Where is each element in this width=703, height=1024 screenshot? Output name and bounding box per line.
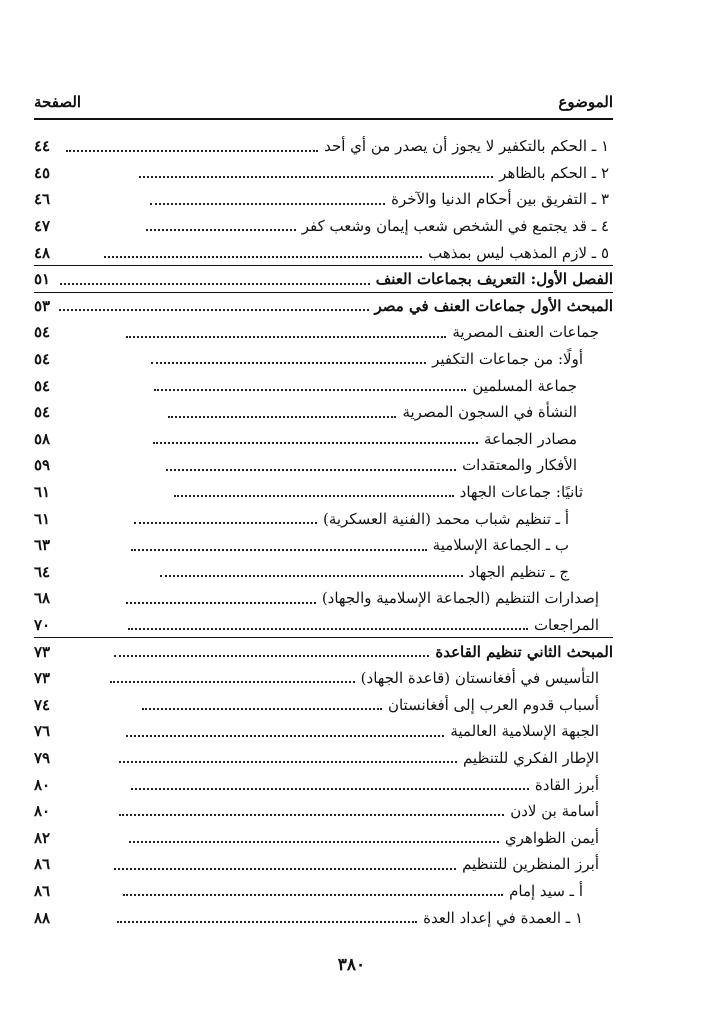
toc-entry-title: ج ـ تنظيم الجهاد (468, 562, 569, 581)
dot-leader (114, 868, 456, 870)
dot-leader (131, 788, 529, 790)
toc-entry-page: ٥٤ (34, 350, 51, 369)
toc-entry (34, 239, 613, 266)
toc-entry-title: جماعات العنف المصرية (452, 323, 599, 342)
toc-entry-page: ٨٦ (34, 881, 51, 900)
toc-entry-page: ٨٠ (34, 802, 51, 821)
toc-section-entry (34, 266, 613, 293)
toc-entry (34, 399, 613, 426)
toc-entry-page: ٥٣ (34, 296, 51, 315)
dot-leader (123, 894, 503, 896)
toc-entry-title: أولًا: من جماعات التكفير (432, 350, 583, 369)
toc-entry-page: ٥٤ (34, 403, 51, 422)
dot-leader (160, 575, 463, 577)
toc-entry-title: الأفكار والمعتقدات (462, 456, 577, 475)
dot-leader (153, 442, 478, 444)
dot-leader (150, 203, 385, 205)
dot-leader (151, 362, 426, 364)
toc-entry-title: إصدارات التنظيم (الجماعة الإسلامية والجهاد) (321, 589, 599, 608)
toc-entry-title: ثانيًا: جماعات الجهاد (459, 483, 583, 502)
dot-leader (126, 602, 316, 604)
toc-entry-title: المراجعات (533, 615, 599, 634)
dot-leader (60, 283, 370, 285)
toc-entry-title: المبحث الثاني تنظيم القاعدة (435, 642, 613, 661)
dot-leader (126, 336, 446, 338)
toc-entry-title: أبرز المنظرين للتنظيم (462, 855, 599, 874)
toc-entry-title: ١ ـ العمدة في إعداد العدة (423, 908, 583, 927)
dot-leader (142, 708, 382, 710)
toc-entry-page: ٧٣ (34, 642, 51, 661)
toc-entry-page: ٧٠ (34, 615, 51, 634)
toc-entry (34, 585, 613, 612)
toc-entry-title: جماعة المسلمين (472, 376, 577, 395)
toc-entry (34, 718, 613, 745)
toc-entry-page: ٦٨ (34, 589, 51, 608)
toc-entry-title: أ ـ سيد إمام (509, 881, 583, 900)
toc-entry-page: ٦١ (34, 509, 51, 528)
toc-entry (34, 452, 613, 479)
dot-leader (66, 150, 318, 152)
toc-entry (34, 479, 613, 506)
toc-entry (34, 160, 613, 187)
toc-entry-page: ٤٤ (34, 137, 51, 156)
toc-entry (34, 878, 613, 905)
toc-entry-page: ٥٩ (34, 456, 51, 475)
toc-entry (34, 213, 613, 240)
toc-entry-page: ٥٤ (34, 323, 51, 342)
toc-entry (34, 745, 613, 772)
dot-leader (166, 469, 456, 471)
page-number: ٣٨٠ (337, 955, 366, 975)
toc-entry-title: أيمن الظواهري (504, 828, 599, 847)
header-divider (34, 118, 613, 120)
toc-entry (34, 612, 613, 639)
toc-entry-page: ٥٤ (34, 376, 51, 395)
dot-leader (117, 921, 417, 923)
toc-entry (34, 798, 613, 825)
dot-leader (114, 655, 429, 657)
toc-entry (34, 851, 613, 878)
dot-leader (129, 841, 499, 843)
toc-entry (34, 346, 613, 373)
toc-entry-page: ٨٠ (34, 775, 51, 794)
toc-entry-page: ٧٣ (34, 669, 51, 688)
toc-entry (34, 186, 613, 213)
toc-entry-title: أسامة بن لادن (510, 802, 599, 821)
toc-entry-page: ٤٥ (34, 163, 51, 182)
toc-entry-page: ٤٨ (34, 243, 51, 262)
toc-entry-title: ١ ـ الحكم بالتكفير لا يجوز أن يصدر من أي أحد (324, 137, 609, 156)
toc-entry (34, 904, 613, 931)
dot-leader (174, 495, 454, 497)
toc-entry-title: أبرز القادة (534, 775, 599, 794)
toc-entry-page: ٤٦ (34, 190, 51, 209)
toc-entry (34, 559, 613, 586)
dot-leader (104, 256, 422, 258)
topic-column-label: الموضوع (558, 93, 613, 111)
dot-leader (126, 735, 444, 737)
page-column-label: الصفحة (34, 93, 82, 111)
toc-section-entry (34, 638, 613, 665)
toc-entry (34, 771, 613, 798)
toc-entry-page: ٥٨ (34, 429, 51, 448)
toc-section-entry (34, 293, 613, 320)
toc-entry-title: الفصل الأول: التعريف بجماعات العنف (375, 270, 613, 289)
dot-leader (134, 522, 317, 524)
toc-entry-page: ٧٤ (34, 695, 51, 714)
dot-leader (128, 628, 528, 630)
toc-header (34, 90, 613, 114)
dot-leader (119, 814, 504, 816)
toc-entry-title: التأسيس في أفغانستان (قاعدة الجهاد) (360, 669, 599, 688)
toc-entry-title: ب ـ الجماعة الإسلامية (432, 536, 569, 555)
toc-entry-page: ٥١ (34, 270, 51, 289)
toc-entry-page: ٦١ (34, 483, 51, 502)
toc-entry (34, 665, 613, 692)
toc-entry-page: ٦٣ (34, 536, 51, 555)
toc-list (34, 133, 613, 931)
toc-entry (34, 824, 613, 851)
dot-leader (146, 229, 296, 231)
toc-entry-page: ٧٦ (34, 722, 51, 741)
toc-entry (34, 426, 613, 453)
toc-entry-title: ٥ ـ لازم المذهب ليس بمذهب (428, 243, 609, 262)
toc-entry-title: ٤ ـ قد يجتمع في الشخص شعب إيمان وشعب كفر (301, 217, 609, 236)
toc-entry (34, 319, 613, 346)
toc-entry-title: النشأة في السجون المصرية (402, 403, 577, 422)
toc-entry-page: ٨٦ (34, 855, 51, 874)
dot-leader (131, 549, 427, 551)
toc-entry (34, 133, 613, 160)
toc-entry-page: ٤٧ (34, 217, 51, 236)
toc-entry-title: الجبهة الإسلامية العالمية (450, 722, 599, 741)
toc-entry-page: ٦٤ (34, 562, 51, 581)
toc-entry-page: ٧٩ (34, 748, 51, 767)
toc-entry (34, 532, 613, 559)
dot-leader (119, 761, 457, 763)
toc-entry-title: المبحث الأول جماعات العنف في مصر (374, 296, 613, 315)
toc-entry-title: مصادر الجماعة (484, 429, 577, 448)
dot-leader (168, 416, 396, 418)
dot-leader (59, 309, 369, 311)
toc-entry-title: ٢ ـ الحكم بالظاهر (499, 163, 609, 182)
toc-entry-title: ٣ ـ التفريق بين أحكام الدنيا والآخرة (391, 190, 609, 209)
toc-entry (34, 372, 613, 399)
toc-entry-page: ٨٨ (34, 908, 51, 927)
toc-entry-page: ٨٢ (34, 828, 51, 847)
dot-leader (110, 681, 355, 683)
toc-entry (34, 691, 613, 718)
toc-entry (34, 505, 613, 532)
toc-entry-title: الإطار الفكري للتنظيم (462, 748, 599, 767)
dot-leader (139, 176, 493, 178)
toc-entry-title: أسباب قدوم العرب إلى أفغانستان (387, 695, 599, 714)
dot-leader (154, 389, 466, 391)
toc-entry-title: أ ـ تنظيم شباب محمد (الفنية العسكرية) (323, 509, 569, 528)
